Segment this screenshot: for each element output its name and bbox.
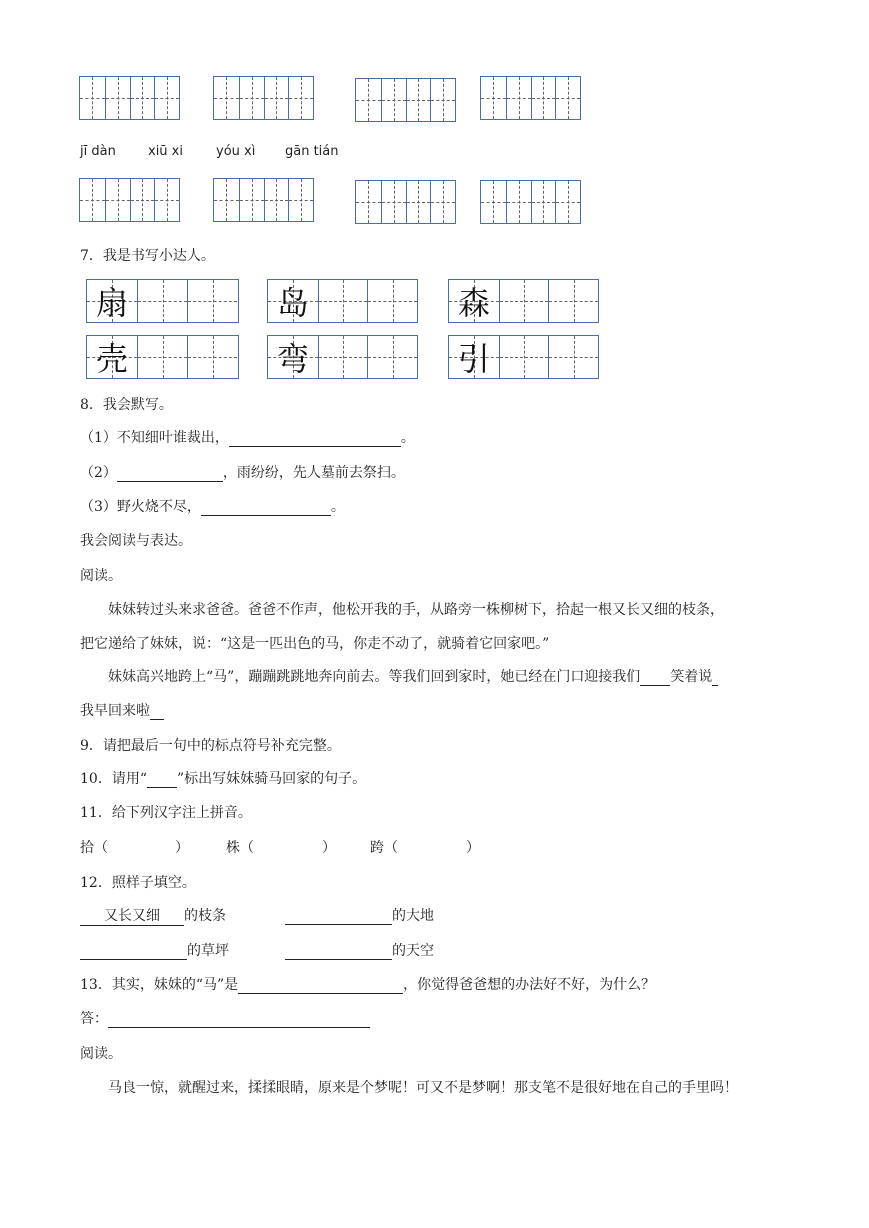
sample-grid-6[interactable]: [448, 335, 599, 379]
question-8-title: 8．我会默写。: [80, 397, 173, 413]
reading-label-2: 阅读。: [80, 1046, 122, 1062]
sample-char: 岛: [276, 284, 309, 322]
q11-item-2-close: ）: [322, 840, 336, 856]
q8-line-2: [80, 462, 405, 482]
q11-item-1-char: 拾（: [80, 840, 108, 856]
grid-cell: [288, 179, 313, 221]
q12-blank-2[interactable]: [80, 943, 187, 960]
grid-cell: [214, 77, 239, 119]
writing-grid-1[interactable]: [79, 76, 180, 120]
grid-cell: [130, 179, 155, 221]
grid-cell: [137, 280, 187, 322]
q8-blank-1[interactable]: [229, 430, 401, 447]
punct-blank-1[interactable]: [640, 669, 670, 686]
pinyin-2: xiū xi: [148, 144, 183, 159]
q12-r1b-suffix: 的大地: [392, 908, 434, 924]
grid-cell: [481, 181, 506, 223]
q11-item-3-close: ）: [466, 840, 480, 856]
grid-cell: [506, 77, 531, 119]
q13-answer: [80, 1008, 370, 1028]
passage-1-para-1-line-1: 妹妹转过头来求爸爸。爸爸不作声，他松开我的手，从路旁一株柳树下，拾起一根又长又细的枝条，: [108, 602, 724, 618]
question-7-title: 7．我是书写小达人。: [80, 248, 215, 264]
question-11-title: 11．给下列汉字注上拼音。: [80, 805, 252, 821]
grid-cell: [555, 77, 580, 119]
passage-1-para-1-line-2: 把它递给了妹妹，说：“这是一匹出色的马，你走不动了，就骑着它回家吧。”: [80, 636, 550, 652]
q8-l1-suffix: 。: [400, 430, 415, 446]
q8-l3-suffix: 。: [330, 499, 345, 515]
q8-line-3: [80, 496, 345, 516]
grid-cell: [105, 77, 130, 119]
grid-cell: [130, 77, 155, 119]
sample-char: 森: [457, 284, 490, 322]
passage-1-para-2-end: 笑着说: [670, 669, 713, 685]
pinyin-3: yóu xì: [216, 144, 256, 159]
passage-2: 马良一惊，就醒过来，揉揉眼睛，原来是个梦呢！可又不是梦啊！那支笔不是很好地在自己的手里吗！: [108, 1080, 738, 1096]
sample-cell: [449, 280, 499, 322]
grid-cell: [80, 179, 105, 221]
grid-cell: [381, 79, 406, 121]
writing-grid-5[interactable]: [79, 178, 180, 222]
q12-example-suffix: 的枝条: [184, 908, 226, 924]
question-10: [80, 768, 366, 788]
sample-char: 引: [457, 340, 490, 378]
grid-cell: [214, 179, 239, 221]
punct-blank-3[interactable]: [150, 703, 164, 720]
q12-blank-3[interactable]: [285, 943, 392, 960]
q8-l3-prefix: （3）野火烧不尽，: [80, 499, 201, 515]
grid-cell: [531, 77, 556, 119]
section-title: 我会阅读与表达。: [80, 533, 192, 549]
q13-prefix: 13．其实，妹妹的“马”是: [80, 977, 239, 993]
pinyin-4: gān tián: [285, 144, 339, 159]
passage-1-para-2-line-1: [108, 666, 718, 686]
q8-l1-prefix: （1）不知细叶谁裁出，: [80, 430, 229, 446]
sample-char: 弯: [276, 340, 309, 378]
grid-cell: [381, 181, 406, 223]
q10-underline-sample: [147, 771, 177, 788]
grid-cell: [548, 336, 598, 378]
question-12-title: 12．照样子填空。: [80, 875, 196, 891]
q11-item-3-char: 跨（: [370, 840, 398, 856]
q12-row-1-right: [285, 905, 434, 925]
sample-char: 扇: [95, 284, 128, 322]
grid-cell: [406, 181, 431, 223]
q13-suffix: ，你觉得爸爸想的办法好不好，为什么？: [403, 977, 656, 993]
q11-item-1: [80, 837, 108, 857]
sample-grid-4[interactable]: [86, 335, 239, 379]
grid-cell: [264, 77, 289, 119]
q12-row-1-left: [80, 905, 226, 926]
reading-label-1: 阅读。: [80, 568, 122, 584]
grid-cell: [264, 179, 289, 221]
grid-cell: [430, 79, 455, 121]
writing-grid-4[interactable]: [480, 76, 581, 120]
grid-cell: [367, 336, 417, 378]
grid-cell: [499, 336, 549, 378]
grid-cell: [356, 79, 381, 121]
passage-1-para-2-line-2: [80, 700, 164, 720]
grid-cell: [548, 280, 598, 322]
sample-cell: [449, 336, 499, 378]
sample-cell: [87, 336, 137, 378]
grid-cell: [555, 181, 580, 223]
grid-cell: [187, 280, 237, 322]
q13-answer-blank[interactable]: [108, 1011, 370, 1028]
sample-cell: [268, 336, 318, 378]
grid-cell: [318, 280, 368, 322]
grid-cell: [499, 280, 549, 322]
grid-cell: [531, 181, 556, 223]
q12-row-2-right: [285, 940, 434, 960]
q12-row-2-left: [80, 940, 229, 960]
grid-cell: [239, 179, 264, 221]
passage-1-para-2-line-2-text: 我早回来啦: [80, 703, 150, 719]
grid-cell: [356, 181, 381, 223]
q11-item-3: [370, 837, 398, 857]
q8-blank-2[interactable]: [117, 465, 223, 482]
sample-grid-2[interactable]: [267, 279, 418, 323]
q10-suffix: ”标出写妹妹骑马回家的句子。: [176, 771, 367, 787]
grid-cell: [80, 77, 105, 119]
sample-cell: [87, 280, 137, 322]
passage-1-para-2-text: 妹妹高兴地跨上“马”，蹦蹦跳跳地奔向前去。等我们回到家时，她已经在门口迎接我们: [108, 669, 641, 685]
writing-grid-2[interactable]: [213, 76, 314, 120]
pinyin-1: jī dàn: [80, 144, 116, 159]
q8-line-1: [80, 427, 415, 447]
grid-cell: [187, 336, 237, 378]
q8-l2-suffix: ，雨纷纷，先人墓前去祭扫。: [222, 465, 405, 481]
q11-item-2-char: 株（: [226, 840, 254, 856]
q13-blank[interactable]: [238, 977, 403, 994]
writing-grid-6[interactable]: [213, 178, 314, 222]
writing-grid-7[interactable]: [355, 180, 456, 224]
q8-blank-3[interactable]: [201, 499, 331, 516]
question-9: 9．请把最后一句中的标点符号补充完整。: [80, 738, 341, 754]
q13-answer-label: 答：: [80, 1011, 108, 1027]
q12-r2b-suffix: 的天空: [392, 943, 434, 959]
grid-cell: [105, 179, 130, 221]
writing-grid-3[interactable]: [355, 78, 456, 122]
grid-cell: [367, 280, 417, 322]
grid-cell: [406, 79, 431, 121]
grid-cell: [154, 77, 179, 119]
grid-cell: [481, 77, 506, 119]
q12-blank-1[interactable]: [285, 908, 392, 925]
grid-cell: [506, 181, 531, 223]
q8-l2-prefix: （2）: [80, 465, 117, 481]
sample-grid-1[interactable]: [86, 279, 239, 323]
grid-cell: [154, 179, 179, 221]
q12-example: 又长又细: [80, 905, 184, 926]
punct-blank-2[interactable]: [712, 669, 718, 686]
question-13: [80, 974, 655, 994]
writing-grid-8[interactable]: [480, 180, 581, 224]
sample-char: 壳: [95, 340, 128, 378]
q11-item-2: [226, 837, 254, 857]
q10-prefix: 10．请用“: [80, 771, 147, 787]
sample-grid-3[interactable]: [448, 279, 599, 323]
grid-cell: [430, 181, 455, 223]
sample-cell: [268, 280, 318, 322]
grid-cell: [288, 77, 313, 119]
sample-grid-5[interactable]: [267, 335, 418, 379]
q12-r2a-suffix: 的草坪: [187, 943, 229, 959]
grid-cell: [318, 336, 368, 378]
grid-cell: [239, 77, 264, 119]
q11-item-1-close: ）: [175, 840, 189, 856]
grid-cell: [137, 336, 187, 378]
